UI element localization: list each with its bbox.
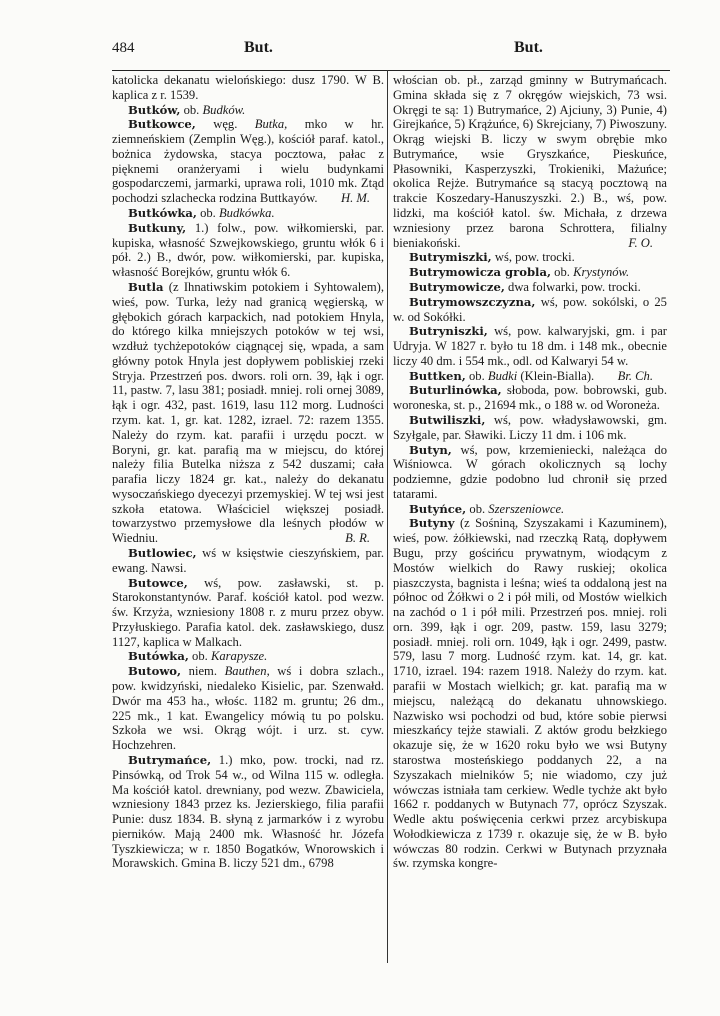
entry-headword: Butla xyxy=(128,279,164,294)
dictionary-entry xyxy=(112,221,384,280)
entry-headword: Butyńce, xyxy=(409,501,467,516)
dictionary-entry xyxy=(112,546,384,576)
dictionary-entry xyxy=(393,295,667,325)
entry-reference: Butka, xyxy=(254,117,288,132)
dictionary-entry xyxy=(112,103,384,118)
dictionary-entry xyxy=(393,383,667,413)
page-header xyxy=(112,40,632,62)
entry-headword: Butówka, xyxy=(128,649,189,664)
entry-text: ob. xyxy=(469,501,486,516)
entry-text: katolicka dekanatu wielońskiego: dusz 1790. W B. kaplica z r. 1539. xyxy=(112,73,384,102)
entry-text: (z Ihnatiwskim potokiem i Syhtowalem), wieś, pow. Turka, leży nad granicą węgierską, w głębokich górach karpackich, nad potokiem Hnyla, do którego kilka mniejszych potoków w tej wsi, wzdłuż tychżepotoków ciągnącej się, wpada, a sam główny potok Hnyla jest dopływem pobliskiej rzeki Stryja. Przestrzeń pos. dwors. roli orn. 39, łąk i ogr. 11, pastw. 7, lasu 381; posiadł. mniej. roli ornej 3089, łąk i ogr. 432, past. 1619, lasu 112 morg. Ludności rzym. kat. 1, gr. kat. 1282, izrael. 72: razem 1355. Należy do rzym. kat. parafii i urzędu poczt. w Boryni, gr. kat. parafią ma w miejscu, do której należy filia Butelka niższa z 542 duszami; cała parafia liczy 1824 gr. kat., należy do dekanatu wysoczańskiego dyecezyi przemyskiej. W tej wsi jest szkoła etatowa. Właściciel większej posiadł. towarzystwo przemysłowe dla leśnych płodów w Wiedniu. xyxy=(112,279,384,546)
dictionary-entry xyxy=(393,502,667,517)
entry-signature: Br. Ch. xyxy=(617,368,653,383)
entry-text: wś, pow, krzemieniecki, należąca do Wiśniowca. W górach okolicznych są lochy podziemne, gdzie podobno lud chronił się przed tatarami. xyxy=(393,442,667,501)
header-rule xyxy=(112,70,670,71)
entry-headword: Butrymowicza grobla, xyxy=(409,265,552,280)
left-running-head: But. xyxy=(244,39,273,56)
entry-text: niem. xyxy=(188,664,225,679)
dictionary-entry xyxy=(393,443,667,502)
dictionary-entry xyxy=(112,206,384,221)
right-running-head: But. xyxy=(514,39,543,56)
entry-text: 1.) folw., pow. wiłkomierski, par. kupiska, własność Szwejkowskiego, gruntu włók 6 i pół. 2.) B., dwór, pow. wiłkomierski, par. kupiska, własność Borejków, gruntu włók 6. xyxy=(112,220,384,280)
entry-reference: Budkówka. xyxy=(218,206,275,221)
entry-text: wś, pow. kalwaryjski, gm. i par Udryja. W 1827 r. było tu 18 dm. i 148 mk., obecnie liczy 40 dm. i 554 mk., odl. od Kalwaryi 54 w. xyxy=(393,324,667,368)
entry-headword: Butowo, xyxy=(128,664,182,679)
entry-text: (z Sośniną, Szyszakami i Kazuminem), wieś, pow. żółkiewski, nad rzeczką Ratą, dopływem Bugu, przy gościńcu prywatnym, wiodącym z Mostów wielkich do Rawy ruskiej; okolica piaszczysta, bagnista i leśna; wieś ta oddaloną jest na północ od Żółkwi o 2 i pół mili, od Mostów wielkich na zachód o 1 i pół mili. Przestrzeń pos. mniej. roli orn. 399, łąk i ogr. 209, pastw. 159, lasu 3279; posiadł. mniej. roli orn. 1049, łąk i ogr. 2499, pastw. 579, lasu 7 morg. Ludność rzym. kat. 14, gr. kat. 1710, izrael. 194: razem 1918. Należy do rzym. kat. parafii w Mostach wielkich; gr. kat. parafią ma w miejscu, należącą do dekanatu uhnowskiego. Nazwisko wsi pochodzi od bud, które sobie pierwsi mieszkańcy tejże stawiali. Z aktów grodu bełzkiego okazuje się, że w 1620 roku było we wsi Butyny starostwa mosteńskiego poddanych 22, a na Szyszakach mielników 5; nie wiadomo, czy już wówczas istniała tam cerkiew. Wedle tychże akt było 1662 r. poddanych w Butynach 77, oprócz Szyszak. Wedle aktu poświęcenia cerkwi przez arcybiskupa Wołodkiewicza z 1739 r. okazuje się, że w B. było wówczas 80 rodzin. Cerkwi w Butynach przyznała św. rzymska kongre- xyxy=(393,516,668,871)
entry-signature: B. R. xyxy=(345,531,370,546)
entry-headword: Butków, xyxy=(128,102,181,117)
entry-text: ob. xyxy=(554,265,570,280)
dictionary-entry xyxy=(112,280,384,546)
entry-headword: Butlowiec, xyxy=(128,546,197,560)
entry-text: wś i dobra szlach., pow. kwidzyński, niedaleko Kisielic, par. Szenwałd. Dwór ma 453 ha., włośc. 1182 m. gruntu; 26 dm., 225 mk., 1 kat. Ewangelicy mówią tu po polsku. Szkoła we wsi. Okrąg wójt. i urz. st. cyw. Hochzehren. xyxy=(112,664,384,753)
entry-text: ob. xyxy=(468,368,488,383)
entry-headword: Buturlinówka, xyxy=(409,383,502,398)
entry-reference: Bauthen, xyxy=(224,664,270,679)
entry-text: wś, pow. sokólski, o 25 w. od Sokółki. xyxy=(393,294,667,324)
entry-text: wś, pow. władysławowski, gm. Szyłgale, par. Sławiki. Liczy 11 dm. i 106 mk. xyxy=(393,412,667,442)
dictionary-entry xyxy=(393,250,667,265)
entry-text: mko w hr. ziemneńskiem (Zemplin Węg.), kościół paraf. katol., bożnica żydowska, stacya pocztowa, pałac z pięknemi oranżeryami i wielu budynkami gospodarczemi, jarmarki, uprawa roli, 1010 mk. Ztąd pochodzi szlachecka rodzina Buttkayów. xyxy=(112,117,385,206)
entry-text: dwa folwarki, pow. trocki. xyxy=(508,279,641,294)
entry-headword: Butkówka, xyxy=(128,206,197,221)
entry-text: ob. xyxy=(192,649,208,664)
dictionary-entry xyxy=(112,649,384,664)
entry-text: wś, pow. trocki. xyxy=(494,250,575,265)
entry-reference: Krystynów. xyxy=(573,265,630,280)
entry-text: wś w księstwie cieszyńskiem, par. ewang. Nawsi. xyxy=(112,546,384,575)
entry-headword: Butyny xyxy=(409,516,455,531)
entry-headword: Butyn, xyxy=(409,442,452,457)
entry-reference: Budki xyxy=(487,368,518,383)
entry-text: ob. xyxy=(200,206,216,221)
entry-headword: Butryniszki, xyxy=(409,324,488,339)
entry-reference: Budków. xyxy=(202,102,246,117)
dictionary-entry xyxy=(393,265,667,280)
entry-headword: Butwiliszki, xyxy=(409,412,486,427)
entry-headword: Butrymiszki, xyxy=(409,250,492,265)
dictionary-entry xyxy=(112,576,384,650)
entry-headword: Butrymowicze, xyxy=(409,279,505,294)
dictionary-entry xyxy=(393,280,667,295)
entry-headword: Butrymowszczyzna, xyxy=(409,294,536,309)
entry-text: wś, pow. zasławski, st. p. Starokonstantynów. Paraf. kościół katol. pod wezw. św. Krzyża, wzniesiony 1808 r. z muru przez obyw. Przyłuskiego. Parafia katol. dek. zasławskiego, dusz 1127, kaplica w Malkach. xyxy=(112,575,384,649)
entry-text: (Klein-Bialla). xyxy=(517,368,595,383)
entry-headword: Buttken, xyxy=(409,368,466,383)
dictionary-entry xyxy=(112,73,384,103)
entry-text: słoboda, pow. bobrowski, gub. woroneska, st. p., 21694 mk., o 188 w. od Woroneża. xyxy=(393,383,667,413)
entry-signature: H. M. xyxy=(340,191,370,206)
dictionary-entry xyxy=(112,664,384,753)
column-divider xyxy=(387,70,388,963)
page-number: 484 xyxy=(112,40,135,56)
entry-headword: Butkowce, xyxy=(128,117,196,132)
entry-signature: F. O. xyxy=(628,235,653,250)
right-column xyxy=(393,73,667,871)
dictionary-entry xyxy=(112,753,384,871)
dictionary-entry xyxy=(393,413,667,443)
entry-text: 1.) mko, pow. trocki, nad rz. Pinsówką, od Trok 54 w., od Wilna 115 w. odległa. Ma kościół katol. drewniany, pod wezw. Zbawiciela, wzniesiony 1843 przez ks. Jezierskiego, filia parafii Punie: dusz 1834. B. słyną z jarmarków i z wyrobu pierników. Mają 2400 mk. Własność hr. Józefa Tyszkiewicza; w r. 1850 Bogatków, Wnorowskich i Morawskich. Gmina B. liczy 521 dm., 6798 xyxy=(112,752,385,871)
entry-reference: Szerszeniowce. xyxy=(488,501,565,516)
entry-headword: Butrymańce, xyxy=(128,752,212,767)
dictionary-entry xyxy=(112,117,384,206)
left-column xyxy=(112,73,384,871)
entry-headword: Butkuny, xyxy=(128,220,187,235)
dictionary-entry xyxy=(393,516,667,871)
entry-reference: Karapysze. xyxy=(210,649,268,664)
entry-text: węg. xyxy=(213,117,255,132)
entry-headword: Butowce, xyxy=(128,575,188,590)
entry-text: ob. xyxy=(183,102,200,117)
dictionary-entry xyxy=(393,73,667,250)
entry-text: włościan ob. pł., zarząd gminny w Butrymańcach. Gmina składa się z 7 okręgów wiejskich, 73 wsi. Okręgi te są: 1) Butrymańce, 2) Ajciuny, 3) Punie, 4) Girejkańce, 5) Krążuńce, 6) Skrejciany, 7) Piwoszuny. Okrąg wiejski B. liczy w swym obrębie mko Butrymańce, wsie Gryszkańce, Pieskuńce, Płasowniki, Kasperzyszki, Trokieniki, Mażuńce; okolica Rejże. Butrymańce są stacyą pocztową na trakcie Koszedary-Hanuszyszki. 2.) B., wś, pow. lidzki, ma kościół katol. św. Michała, z drzewa wzniesiony przez barona Schrottera, filialny bieniakoński. xyxy=(393,73,667,250)
